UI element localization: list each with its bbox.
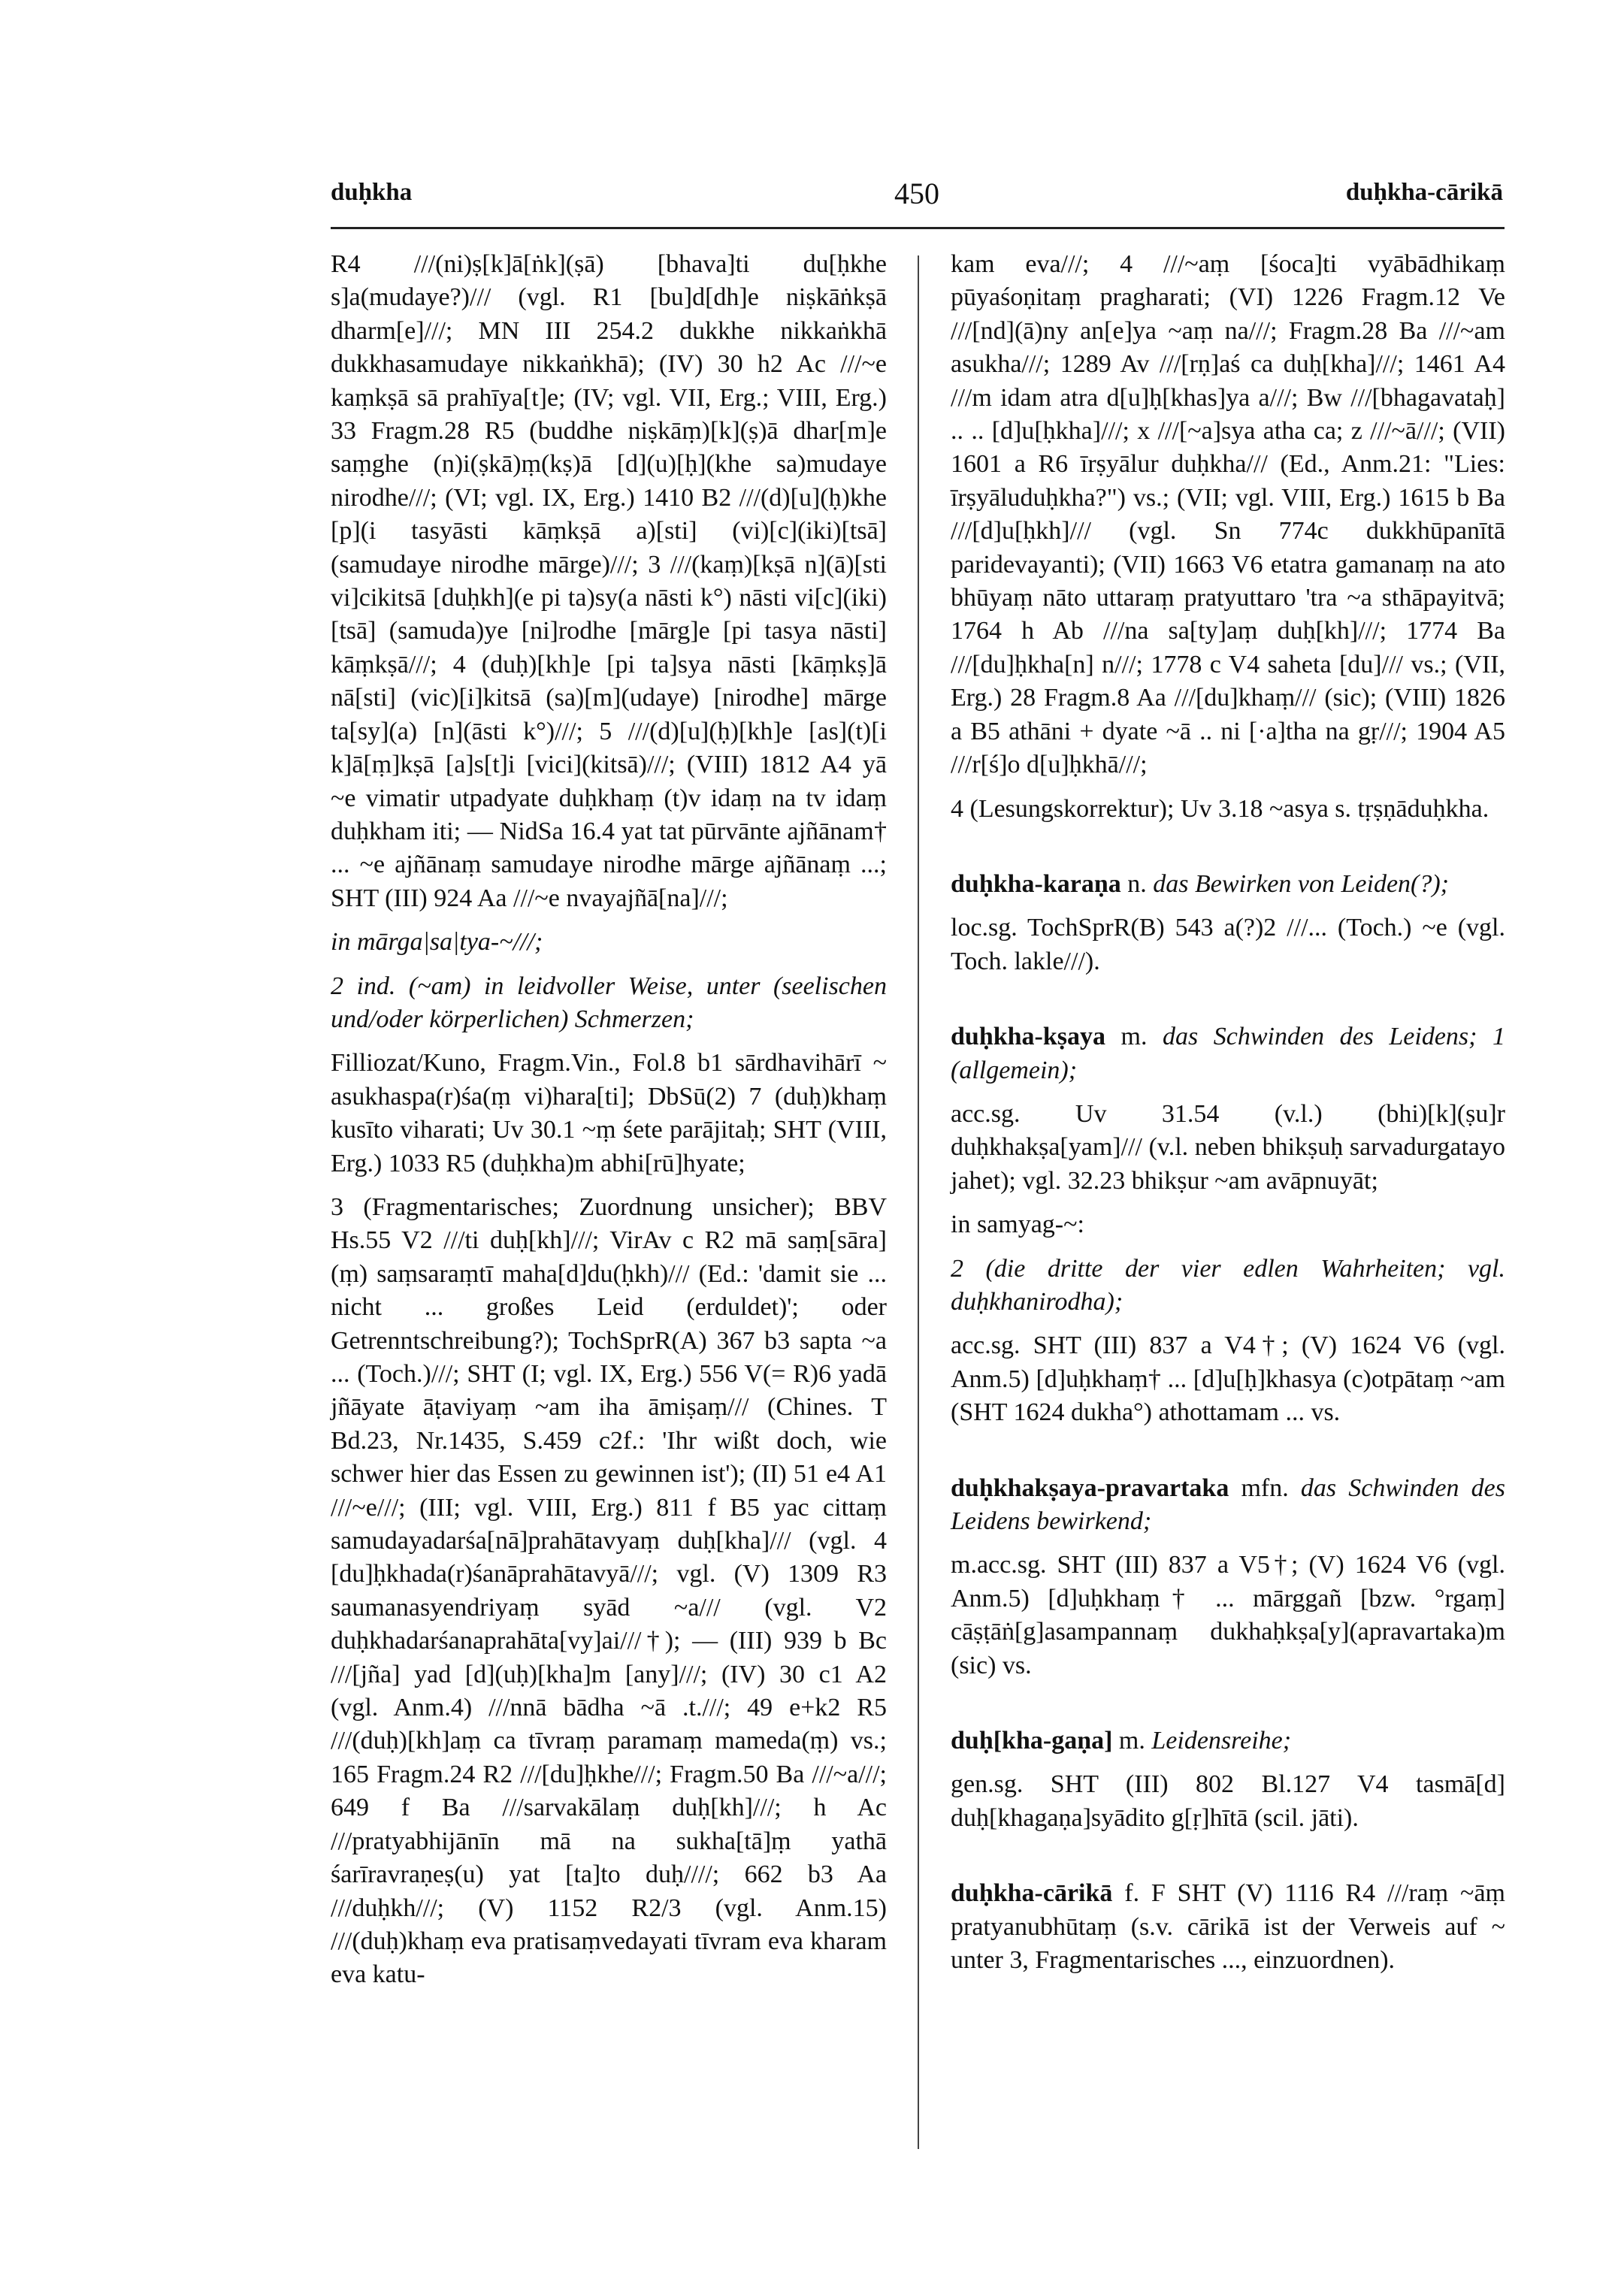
entry-grammar: mfn.	[1229, 1474, 1301, 1502]
entry-citations: acc.sg. Uv 31.54 (v.l.) (bhi)[k](ṣu]r duḥkhakṣa[yam]/// (v.l. neben bhikṣuḥ sarvadurgatayo jahet); vgl. 32.23 bhikṣur ~am avāpnuyāt;	[951, 1099, 1505, 1195]
entry-grammar: m.	[1112, 1727, 1152, 1755]
entry-grammar: f.	[1112, 1879, 1151, 1908]
right-column	[951, 248, 1505, 1977]
entry-duhkha-gana	[951, 1724, 1505, 1835]
header-right-lemma: duḥkha-cārikā	[1345, 179, 1503, 206]
page-number: 450	[894, 177, 939, 210]
sense-4-note: 4 (Lesungskorrektur); Uv 3.18 ~asya s. tṛṣṇāduḥkha.	[951, 794, 1489, 823]
entry-headword: duḥkha-cārikā	[951, 1879, 1113, 1908]
entry-grammar: n.	[1120, 869, 1154, 898]
entry-definition: das Bewirken von Leiden(?);	[1153, 869, 1450, 898]
header-left-lemma: duḥkha	[331, 179, 413, 206]
sense-2-definition: 2 (die dritte der vier edlen Wahrheiten; vgl. duḥkhanirodha);	[951, 1254, 1505, 1316]
entry-duhkha-karana	[951, 868, 1505, 978]
compound-reference: in samyag-~:	[951, 1211, 1084, 1239]
running-head	[331, 179, 1503, 224]
entry-headword: duḥkha-kṣaya	[951, 1023, 1106, 1051]
sense-3-citations: 3 (Fragmentarisches; Zuordnung unsicher); BBV Hs.55 V2 ///ti duḥ[kh]///; VirAv c R2 mā saṃ[sāra](ṃ) saṃsaraṃtī maha[d]du(ḥkh)/// (Ed.: 'damit sie ... nicht ... großes Leid (erduldet)'; oder Getrenntschreibung?); TochSprR(A) 367 b3 sapta ~a ... (Toch.)///; SHT (I; vgl. IX, Erg.) 556 V(= R)6 yadā jñāyate āṭaviyaṃ ~am iha āmiṣaṃ/// (Chines. T Bd.23, Nr.1435, S.459 c2f.: 'Ihr wißt doch, wie schwer hier das Essen zu gewinnen ist'); (II) 51 e4 A1 ///~e///; (III; vgl. VIII, Erg.) 811 f B5 yac cittaṃ samudayadarśa[nā]prahātavyaṃ duḥ[kha]/// (vgl. 4 [du]ḥkhada(r)śanāprahātavyā///; vgl. (V) 1309 R3 saumanasyendriyaṃ syād ~a/// (vgl. V2 duḥkhadarśanaprahāta[vy]ai///†); — (III) 939 b Bc ///[jña] yad [d](uḥ)[kha]m [any]///; (IV) 30 c1 A2 (vgl. Anm.4) ///nnā bādha ~ā .t.///; 49 e+k2 R5 ///(duḥ)[kh]aṃ ca tīvraṃ paramaṃ mameda(ṃ) vs.; 165 Fragm.24 R2 ///[du]ḥkhe///; Fragm.50 Ba ///~a///; 649 f Ba ///sarvakālaṃ duḥ[kh]///; h Ac ///pratyabhijānīn mā na sukha[tā]ṃ yathā śarīravraṇeṣ(u) yat [ta]to duḥ////; 662 b3 Aa ///duḥkh///; (V) 1152 R2/3 (vgl. Anm.15) ///(duḥ)khaṃ eva pratisaṃvedayati tīvram eva kharam eva katu-	[331, 1192, 887, 1989]
entry-citations: loc.sg. TochSprR(B) 543 a(?)2 ///... (Toch.) ~e (vgl. Toch. lakle///).	[951, 914, 1505, 975]
sense-2-citations: Filliozat/Kuno, Fragm.Vin., Fol.8 b1 sārdhavihārī ~ asukhaspa(r)śa(ṃ vi)hara[ti]; DbSū(2) 7 (duḥ)khaṃ kusīto viharati; Uv 30.1 ~ṃ śete parājitaḥ; SHT (VIII, Erg.) 1033 R5 (duḥkha)m abhi[rū]hyate;	[331, 1049, 887, 1177]
continuation-paragraph: kam eva///; 4 ///~aṃ [śoca]ti vyābādhikaṃ pūyaśoṇitaṃ pragharati; (VI) 1226 Fragm.12 Ve ///[nd](ā)ny an[e]ya ~aṃ na///; Fragm.28 Ba ///~am asukha///; 1289 Av ///[rṇ]aś ca duḥ[kha]///; 1461 A4 ///m idam atra d[u]ḥ[khas]ya a///; Bw ///[bhagavataḥ] .. .. [d]u[ḥkha]///; x ///[~a]sya atha ca; z ///~ā///; (VII) 1601 a R6 īrṣyālur duḥkha/// (Ed., Anm.21: "Lies: īrṣyāluduḥkha?") vs.; (VII; vgl. VIII, Erg.) 1615 b Ba ///[d]u[ḥkh]/// (vgl. Sn 774c dukkhūpanītā paridevayanti); (VII) 1663 V6 etatra gamanaṃ na ato bhūyaṃ nāto uttaraṃ pratyuttaro 'tra ~a sthāpayitvā; 1764 h Ab ///na sa[ty]aṃ duḥ[kh]///; 1774 Ba ///[du]ḥkha[n] n///; 1778 c V4 saheta [du]/// vs.; (VII, Erg.) 28 Fragm.8 Aa ///[du]khaṃ/// (sic); (VIII) 1826 a B5 athāni + dyate ~ā .. ni [·a]tha na gṛ///; 1904 A5 ///r[ś]o d[u]ḥkhā///;	[951, 250, 1505, 779]
entry-headword: duḥkhakṣaya-pravartaka	[951, 1474, 1229, 1502]
entry-duhkha-carika	[951, 1877, 1505, 1977]
entry-definition: das Schwinden des Leidens bewirkend;	[951, 1474, 1505, 1535]
header-rule	[331, 227, 1505, 229]
entry-headword: duḥkha-karaṇa	[951, 869, 1121, 898]
entry-definition: Leidensreihe;	[1151, 1727, 1292, 1755]
left-column	[331, 248, 887, 1992]
sense-2-definition: 2 ind. (~am) in leidvoller Weise, unter (seelischen und/oder körperlichen) Schmerzen;	[331, 972, 887, 1033]
compound-reference: in mārga|sa|tya-~///;	[331, 928, 543, 957]
entry-duhkhaksaya-pravartaka	[951, 1472, 1505, 1682]
entry-definition: das Schwinden des Leidens; 1 (allgemein);	[951, 1023, 1506, 1084]
entry-citations: m.acc.sg. SHT (III) 837 a V5†; (V) 1624 V6 (vgl. Anm.5) [d]uḥkhaṃ† ... mārggañ [bzw. °rgaṃ] cāṣṭāṅ[g]asampannaṃ dukhaḥkṣa[y](apravartaka)m (sic) vs.	[951, 1551, 1505, 1679]
entry-duhkha-ksaya	[951, 1020, 1505, 1429]
entry-text: F SHT (V) 1116 R4 ///raṃ ~āṃ pratyanubhūtaṃ (s.v. cārikā ist der Verweis auf ~ unter 3, Fragmentarisches ..., einzuordnen).	[951, 1879, 1505, 1975]
entry-headword: duḥ[kha-gaṇa]	[951, 1727, 1113, 1755]
column-divider	[918, 255, 919, 2149]
entry-citations: gen.sg. SHT (III) 802 Bl.127 V4 tasmā[d] duḥ[khagaṇa]syādito g[ṛ]hītā (scil. jāti).	[951, 1770, 1505, 1832]
entry-citations: acc.sg. SHT (III) 837 a V4†; (V) 1624 V6 (vgl. Anm.5) [d]uḥkhaṃ† ... [d]u[ḥ]khasya (c)otpātaṃ ~am (SHT 1624 dukha°) athottamam ... vs.	[951, 1331, 1505, 1427]
continuation-paragraph: R4 ///(ni)ṣ[k]ā[ṅk](ṣā) [bhava]ti du[ḥkhe s]a(mudaye?)/// (vgl. R1 [bu]d[dh]e niṣkāṅkṣā dharm[e]///; MN III 254.2 dukkhe nikkaṅkhā dukkhasamudaye nikkaṅkhā); (IV) 30 h2 Ac ///~e kaṃkṣā sā prahīya[t]e; (IV; vgl. VII, Erg.; VIII, Erg.) 33 Fragm.28 R5 (buddhe niṣkāṃ)[k](ṣ)ā dhar[m]e saṃghe (n)i(ṣkā)ṃ(kṣ)ā [d](u)[ḥ](khe sa)mudaye nirodhe///; (VI; vgl. IX, Erg.) 1410 B2 ///(d)[u](ḥ)khe [p](i tasyāsti kāṃkṣā a)[sti] (vi)[c](iki)[tsā] (samudaye nirodhe mārge)///; 3 ///(kaṃ)[kṣā n](ā)[sti vi]cikitsā [duḥkh](e pi ta)sy(a nāsti k°) nāsti vi[c](iki)[tsā] (samuda)ye [ni]rodhe [mārg]e [pi tasya nāsti] kāṃkṣā///; 4 (duḥ)[kh]e [pi ta]sya nāsti [kāṃkṣ]ā nā[sti] (vic)[i]kitsā (sa)[m](udaye) [nirodhe] mārge ta[sy](a) [n](āsti k°)///; 5 ///(d)[u](ḥ)[kh]e [as](t)[i k]ā[ṃ]kṣā [a]s[t]i [vici](kitsā)///; (VIII) 1812 A4 yā ~e vimatir utpadyate duḥkhaṃ (t)v idaṃ na tv idaṃ duḥkham iti; — NidSa 16.4 yat tat pūrvānte ajñānam† ... ~e ajñānaṃ samudaye nirodhe mārge ajñānaṃ ...; SHT (III) 924 Aa ///~e nvayajñā[na]///;	[331, 250, 887, 912]
entry-grammar: m.	[1105, 1023, 1163, 1051]
